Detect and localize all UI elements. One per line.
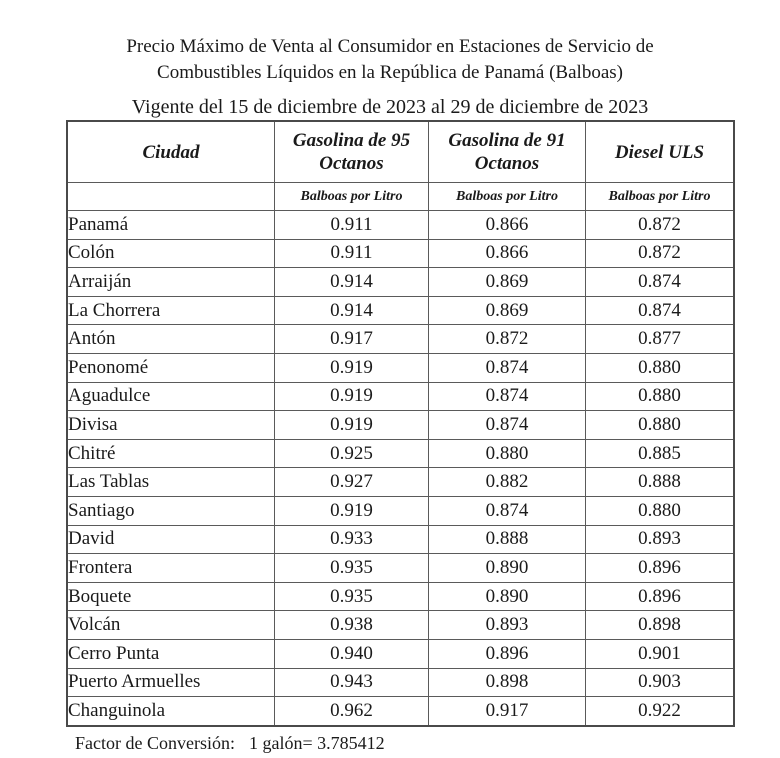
- gasolina-91-price: 0.866: [429, 211, 586, 240]
- table-row: [67, 353, 734, 382]
- gasolina-91-price: 0.874: [429, 411, 586, 440]
- table-row: [67, 639, 734, 668]
- diesel-uls-price: 0.877: [586, 325, 735, 354]
- unit-gasolina-95: Balboas por Litro: [275, 183, 429, 211]
- gasolina-95-price: 0.933: [275, 525, 429, 554]
- table-row: [67, 496, 734, 525]
- city-cell: La Chorrera: [67, 296, 275, 325]
- gasolina-91-price: 0.866: [429, 239, 586, 268]
- diesel-uls-price: 0.898: [586, 611, 735, 640]
- gasolina-91-price: 0.869: [429, 296, 586, 325]
- city-cell: Aguadulce: [67, 382, 275, 411]
- unit-gasolina-91: Balboas por Litro: [429, 183, 586, 211]
- city-cell: Las Tablas: [67, 468, 275, 497]
- city-cell: Colón: [67, 239, 275, 268]
- gasolina-91-price: 0.880: [429, 439, 586, 468]
- gasolina-91-price: 0.874: [429, 353, 586, 382]
- gasolina-91-price: 0.898: [429, 668, 586, 697]
- unit-diesel-uls: Balboas por Litro: [586, 183, 735, 211]
- city-cell: Chitré: [67, 439, 275, 468]
- gasolina-95-price: 0.911: [275, 211, 429, 240]
- header-row: [67, 121, 734, 183]
- diesel-uls-price: 0.874: [586, 296, 735, 325]
- conversion-label: Factor de Conversión:: [75, 733, 235, 753]
- gasolina-95-price: 0.919: [275, 496, 429, 525]
- diesel-uls-price: 0.880: [586, 353, 735, 382]
- header-diesel-uls: Diesel ULS: [586, 121, 735, 183]
- city-cell: Volcán: [67, 611, 275, 640]
- city-cell: Changuinola: [67, 697, 275, 726]
- city-cell: Boquete: [67, 582, 275, 611]
- gasolina-95-price: 0.914: [275, 296, 429, 325]
- city-cell: David: [67, 525, 275, 554]
- table-row: [67, 668, 734, 697]
- header-ciudad: Ciudad: [67, 121, 275, 183]
- diesel-uls-price: 0.880: [586, 496, 735, 525]
- gasolina-91-price: 0.888: [429, 525, 586, 554]
- table-row: [67, 697, 734, 726]
- gasolina-95-price: 0.962: [275, 697, 429, 726]
- diesel-uls-price: 0.888: [586, 468, 735, 497]
- city-cell: Antón: [67, 325, 275, 354]
- city-cell: Divisa: [67, 411, 275, 440]
- conversion-value: 1 galón= 3.785412: [248, 733, 385, 753]
- gasolina-95-price: 0.914: [275, 268, 429, 297]
- table-row: [67, 325, 734, 354]
- units-row: [67, 183, 734, 211]
- gasolina-91-price: 0.874: [429, 382, 586, 411]
- conversion-factor: [75, 733, 385, 754]
- diesel-uls-price: 0.872: [586, 239, 735, 268]
- diesel-uls-price: 0.872: [586, 211, 735, 240]
- gasolina-91-price: 0.872: [429, 325, 586, 354]
- table-row: [67, 382, 734, 411]
- gasolina-91-price: 0.869: [429, 268, 586, 297]
- table-row: [67, 268, 734, 297]
- diesel-uls-price: 0.903: [586, 668, 735, 697]
- gasolina-91-price: 0.890: [429, 554, 586, 583]
- diesel-uls-price: 0.922: [586, 697, 735, 726]
- gasolina-95-price: 0.925: [275, 439, 429, 468]
- gasolina-95-price: 0.935: [275, 582, 429, 611]
- diesel-uls-price: 0.901: [586, 639, 735, 668]
- diesel-uls-price: 0.893: [586, 525, 735, 554]
- gasolina-95-price: 0.919: [275, 411, 429, 440]
- table-row: [67, 468, 734, 497]
- city-cell: Arraiján: [67, 268, 275, 297]
- header-gasolina-91: Gasolina de 91 Octanos: [429, 121, 586, 183]
- city-cell: Cerro Punta: [67, 639, 275, 668]
- city-cell: Penonomé: [67, 353, 275, 382]
- gasolina-95-price: 0.938: [275, 611, 429, 640]
- gasolina-91-price: 0.896: [429, 639, 586, 668]
- gasolina-95-price: 0.927: [275, 468, 429, 497]
- city-cell: Frontera: [67, 554, 275, 583]
- table-row: [67, 582, 734, 611]
- diesel-uls-price: 0.896: [586, 554, 735, 583]
- table-row: [67, 296, 734, 325]
- diesel-uls-price: 0.896: [586, 582, 735, 611]
- table-row: [67, 439, 734, 468]
- gasolina-95-price: 0.943: [275, 668, 429, 697]
- table-row: [67, 525, 734, 554]
- table-row: [67, 239, 734, 268]
- gasolina-95-price: 0.919: [275, 382, 429, 411]
- document-title-line-2: Combustibles Líquidos en la República de Panamá (Balboas): [157, 62, 623, 83]
- gasolina-95-price: 0.911: [275, 239, 429, 268]
- unit-empty: [67, 183, 275, 211]
- city-cell: Santiago: [67, 496, 275, 525]
- diesel-uls-price: 0.880: [586, 382, 735, 411]
- gasolina-95-price: 0.935: [275, 554, 429, 583]
- fuel-price-table: [66, 120, 735, 727]
- gasolina-95-price: 0.917: [275, 325, 429, 354]
- table-row: [67, 554, 734, 583]
- city-cell: Puerto Armuelles: [67, 668, 275, 697]
- diesel-uls-price: 0.885: [586, 439, 735, 468]
- gasolina-91-price: 0.890: [429, 582, 586, 611]
- table-row: [67, 611, 734, 640]
- gasolina-95-price: 0.940: [275, 639, 429, 668]
- gasolina-95-price: 0.919: [275, 353, 429, 382]
- header-gasolina-95: Gasolina de 95 Octanos: [275, 121, 429, 183]
- table-row: [67, 211, 734, 240]
- gasolina-91-price: 0.917: [429, 697, 586, 726]
- table-row: [67, 411, 734, 440]
- gasolina-91-price: 0.882: [429, 468, 586, 497]
- city-cell: Panamá: [67, 211, 275, 240]
- validity-period: Vigente del 15 de diciembre de 2023 al 29 de diciembre de 2023: [131, 96, 649, 118]
- gasolina-91-price: 0.874: [429, 496, 586, 525]
- document-title-line-1: Precio Máximo de Venta al Consumidor en Estaciones de Servicio de: [126, 36, 654, 57]
- diesel-uls-price: 0.874: [586, 268, 735, 297]
- gasolina-91-price: 0.893: [429, 611, 586, 640]
- diesel-uls-price: 0.880: [586, 411, 735, 440]
